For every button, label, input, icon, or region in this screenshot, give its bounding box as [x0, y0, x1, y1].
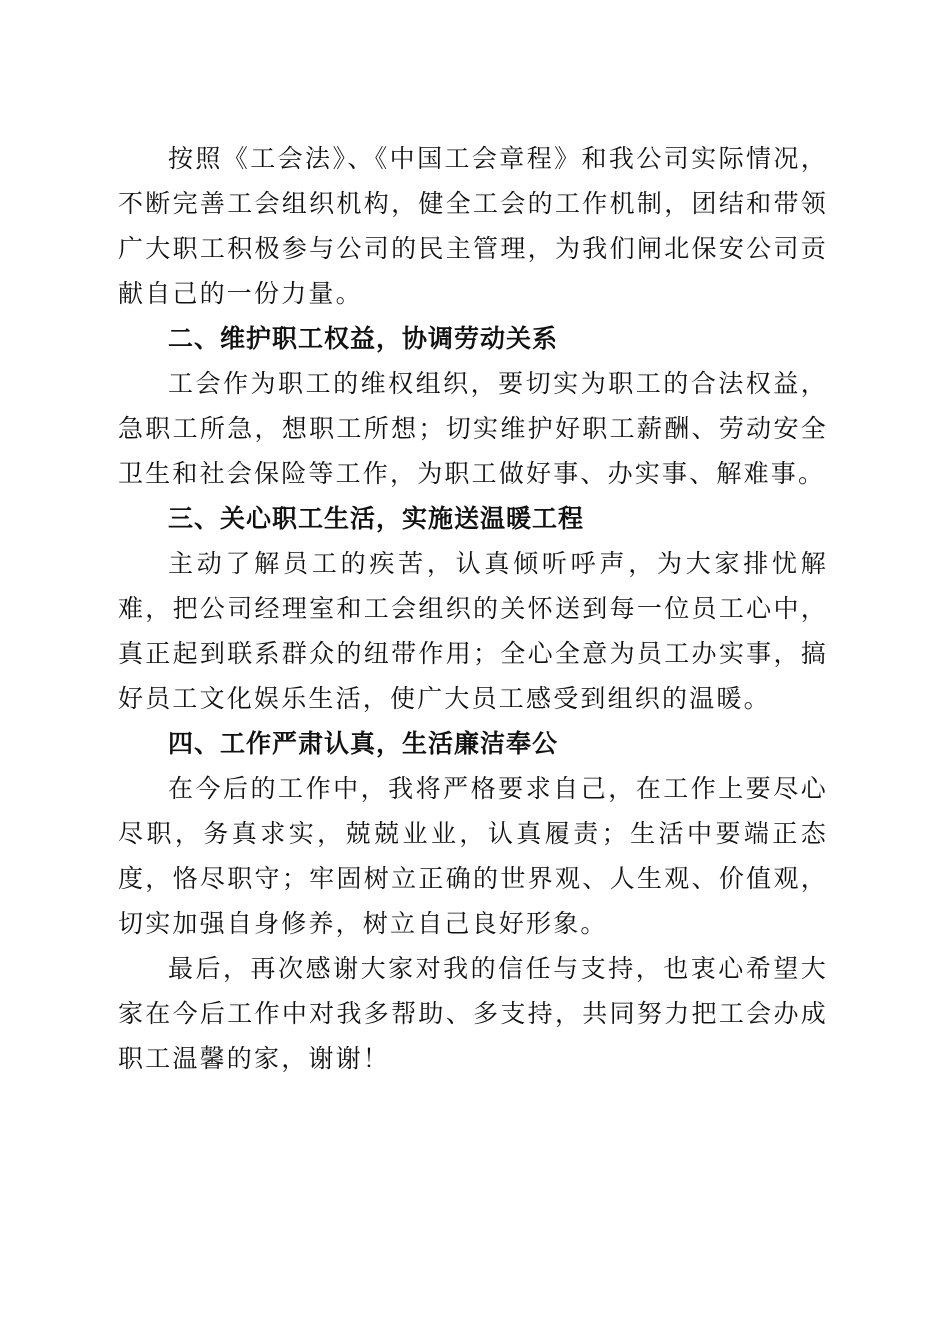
section-heading-integrity: 四、工作严肃认真，生活廉洁奉公: [168, 729, 559, 758]
closing-paragraph: 最后，再次感谢大家对我的信任与支持，也衷心希望大家在今后工作中对我多帮助、多支持，共同努力把工会办成职工温馨的家，谢谢！: [118, 954, 828, 1073]
intro-paragraph: 按照《工会法》、《中国工会章程》和我公司实际情况，不断完善工会组织机构，健全工会的工作机制，团结和带领广大职工积极参与公司的民主管理，为我们闸北保安公司贡献自己的一份力量。: [118, 144, 828, 308]
section-body-rights: 工会作为职工的维权组织，要切实为职工的合法权益，急职工所急，想职工所想；切实维护好职工薪酬、劳动安全卫生和社会保险等工作，为职工做好事、办实事、解难事。: [118, 369, 828, 488]
document-page: [118, 136, 828, 1081]
section-heading-rights: 二、维护职工权益，协调劳动关系: [168, 324, 559, 353]
section-body-integrity: 在今后的工作中，我将严格要求自己，在工作上要尽心尽职，务真求实，兢兢业业，认真履责；生活中要端正态度，恪尽职守；牢固树立正确的世界观、人生观、价值观，切实加强自身修养，树立自己良好形象。: [118, 774, 828, 938]
section-body-welfare: 主动了解员工的疾苦，认真倾听呼声，为大家排忧解难，把公司经理室和工会组织的关怀送到每一位员工心中，真正起到联系群众的纽带作用；全心全意为员工办实事，搞好员工文化娱乐生活，使广大员工感受到组织的温暖。: [118, 549, 828, 713]
section-heading-welfare: 三、关心职工生活，实施送温暖工程: [168, 504, 585, 533]
